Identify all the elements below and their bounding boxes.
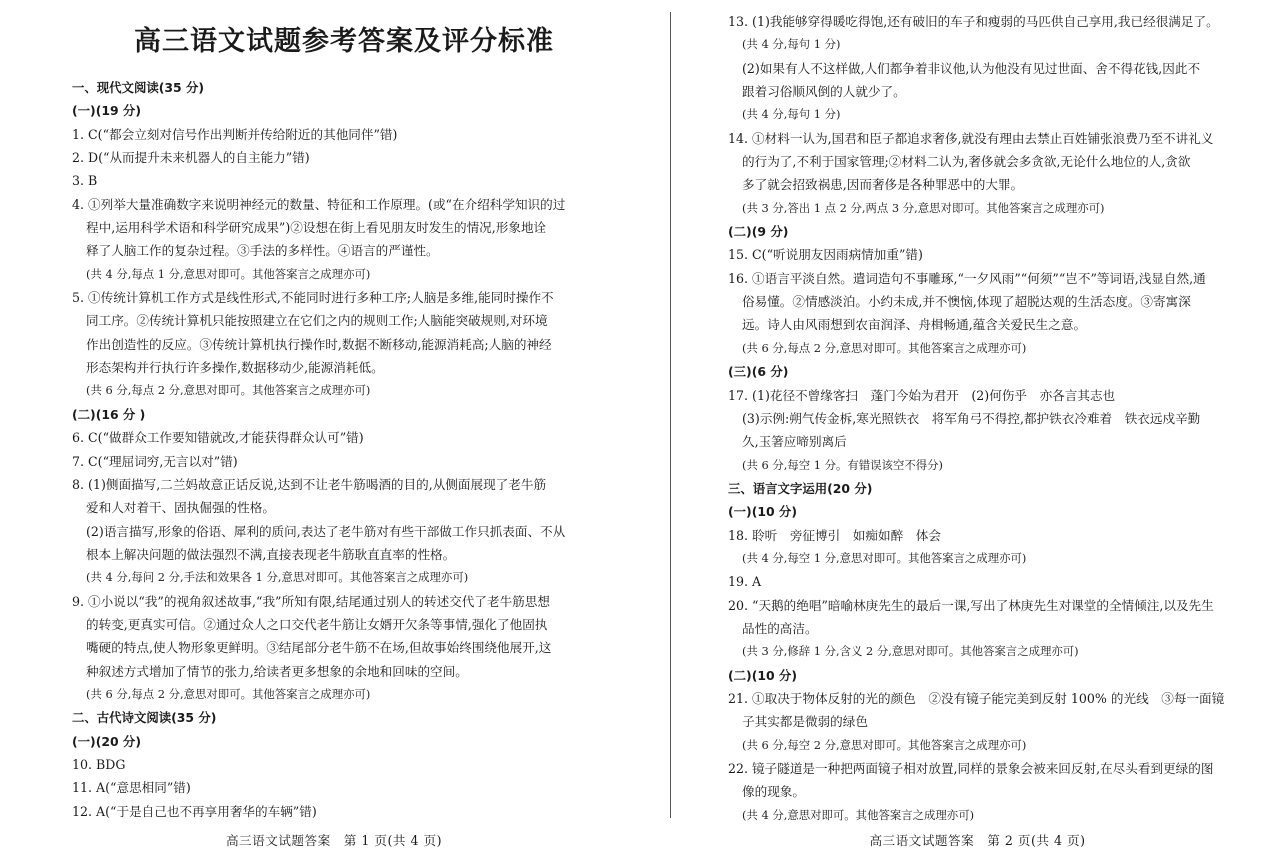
answer-page-2 [672,0,1283,861]
answer-line: 俗易懂。②情感淡泊。小约未成,并不懊恼,体现了超脱达观的生活态度。③寄寓深 [742,294,1191,310]
section-heading: (一)(10 分) [728,504,797,520]
answer-line: 11. A(“意思相同”错) [72,780,191,796]
answer-line: 子其实都是微弱的绿色 [742,714,868,730]
section-heading: (一)(19 分) [72,103,141,119]
answer-line: 3. B [72,173,98,189]
answer-line: 9. ①小说以“我”的视角叙述故事,“我”所知有限,结尾通过别人的转述交代了老牛筋思想 [72,593,550,609]
answer-line: 的行为了,不利于国家管理;②材料二认为,奢侈就会多贪欲,无论什么地位的人,贪欲 [742,154,1191,170]
section-heading: (一)(20 分) [72,733,141,749]
answer-line: 像的现象。 [742,784,805,800]
section-heading: (三)(6 分) [728,364,789,380]
answer-line: 种叙述方式增加了情节的张力,给读者更多想象的余地和回味的空间。 [86,663,468,679]
scoring-note: (共 4 分,每问 2 分,手法和效果各 1 分,意思对即可。其他答案言之成理亦可) [86,570,469,585]
answer-line: 作出创造性的反应。③传统计算机执行操作时,数据不断移动,能源消耗高;人脑的神经 [86,336,552,352]
column-divider [670,12,671,818]
section-heading: (二)(16 分 ) [72,406,146,422]
scoring-note: (共 4 分,每句 1 分) [742,107,841,122]
section-heading: 二、古代诗文阅读(35 分) [72,710,217,726]
scoring-note: (共 3 分,修辞 1 分,含义 2 分,意思对即可。其他答案言之成理亦可) [742,644,1079,659]
answer-line: 爱和人对着干、固执倔强的性格。 [86,500,275,516]
answer-line: 21. ①取决于物体反射的光的颜色 ②没有镜子能完美到反射 100% 的光线 ③每一面镜 [728,690,1225,706]
scoring-note: (共 6 分,每点 2 分,意思对即可。其他答案言之成理亦可) [86,686,371,701]
answer-line: 19. A [728,574,762,590]
answer-line: 5. ①传统计算机工作方式是线性形式,不能同时进行多种工序;人脑是多维,能同时操作不 [72,290,554,306]
scoring-note: (共 3 分,答出 1 点 2 分,两点 3 分,意思对即可。其他答案言之成理亦可) [742,200,1105,215]
scoring-note: (共 6 分,每点 2 分,意思对即可。其他答案言之成理亦可) [86,383,371,398]
answer-line: 程中,运用科学术语和科学研究成果”)②设想在街上看见朋友时发生的情况,形象地诠 [86,220,547,236]
scoring-note: (共 6 分,每空 2 分,意思对即可。其他答案言之成理亦可) [742,737,1027,752]
answer-list-right [728,10,1270,827]
answer-line: 10. BDG [72,756,126,772]
answer-line: 2. D(“从而提升未来机器人的自主能力”错) [72,150,310,166]
answer-line: 跟着习俗顺风倒的人就少了。 [742,84,906,100]
answer-line: (2)语言描写,形象的俗语、犀利的质问,表达了老牛筋对有些干部做工作只抓表面、不从 [86,523,566,539]
answer-line: 16. ①语言平淡自然。遣词造句不事雕琢,“一夕风雨”“何须”“岂不”等词语,浅显自然,通 [728,270,1206,286]
answer-line: 13. (1)我能够穿得暖吃得饱,还有破旧的车子和瘦弱的马匹供自己享用,我已经很满足了。 [728,14,1219,29]
answer-line: 多了就会招致祸患,因而奢侈是各种罪恶中的大罪。 [742,177,1024,193]
answer-line: 20. “天鹅的绝唱”暗喻林庚先生的最后一课,写出了林庚先生对课堂的全情倾注,以及先生 [728,597,1214,613]
answer-line: (3)示例:朔气传金柝,寒光照铁衣 将军角弓不得控,都护铁衣冷难着 铁衣远戍辛勤 [742,410,1201,426]
answer-line: 18. 聆听 旁征博引 如痴如醉 体会 [728,527,941,543]
answer-line: 远。诗人由风雨想到农亩润泽、舟楫畅通,蕴含关爱民生之意。 [742,317,1087,333]
answer-line: 7. C(“理屈词穷,无言以对”错) [72,453,238,469]
answer-line: 14. ①材料一认为,国君和臣子都追求奢侈,就没有理由去禁止百姓铺张浪费乃至不讲礼义 [728,130,1214,146]
answer-line: 久,玉箸应啼别离后 [742,434,847,450]
answer-line: 1. C(“都会立刻对信号作出判断并传给附近的其他同伴”错) [72,126,398,142]
answer-line: 的转变,更真实可信。②通过众人之口交代老牛筋让女婿开欠条等事情,强化了他固执 [86,616,548,632]
answer-line: 嘴硬的特点,使人物形象更鲜明。③结尾部分老牛筋不在场,但故事始终围绕他展开,这 [86,640,552,656]
answer-line: 品性的高洁。 [742,620,818,636]
document-title: 高三语文试题参考答案及评分标准 [134,26,554,57]
section-heading: (二)(10 分) [728,667,797,683]
answer-line: 释了人脑工作的复杂过程。③手法的多样性。④语言的严谨性。 [86,243,439,259]
page-footer-2: 高三语文试题答案 第 2 页(共 4 页) [869,833,1086,848]
answer-line: 同工序。②传统计算机只能按照建立在它们之内的规则工作;人脑能突破规则,对环境 [86,313,548,329]
section-heading: 一、现代文阅读(35 分) [72,80,205,95]
scoring-note: (共 4 分,意思对即可。其他答案言之成理亦可) [742,807,975,822]
answer-line: 形态架构并行执行许多操作,数据移动少,能源消耗低。 [86,360,384,376]
answer-line: 12. A(“于是自己也不再享用奢华的车辆”错) [72,803,317,819]
section-heading: 三、语言文字运用(20 分) [728,480,873,496]
scoring-note: (共 6 分,每点 2 分,意思对即可。其他答案言之成理亦可) [742,340,1027,355]
answer-line: 22. 镜子隧道是一种把两面镜子相对放置,同样的景象会被来回反射,在尽头看到更绿的图 [728,761,1214,776]
answer-line: 8. (1)侧面描写,二兰妈故意正话反说,达到不让老牛筋喝酒的目的,从侧面展现了老牛筋 [72,476,547,492]
scoring-note: (共 6 分,每空 1 分。有错误该空不得分) [742,457,943,472]
scoring-note: (共 4 分,每点 1 分,意思对即可。其他答案言之成理亦可) [86,266,371,281]
answer-line: 4. ①列举大量准确数字来说明神经元的数量、特征和工作原理。(或“在介绍科学知识的过 [72,196,566,212]
scoring-note: (共 4 分,每句 1 分) [742,37,841,52]
answer-line: (2)如果有人不这样做,人们都争着非议他,认为他没有见过世面、舍不得花钱,因此不 [742,60,1201,76]
answer-line: 根本上解决问题的做法强烈不满,直接表现老牛筋耿直直率的性格。 [86,546,456,562]
section-heading: (二)(9 分) [728,224,789,240]
answer-line: 6. C(“做群众工作要知错就改,才能获得群众认可”错) [72,430,364,446]
scoring-note: (共 4 分,每空 1 分,意思对即可。其他答案言之成理亦可) [742,550,1027,565]
page-footer-1: 高三语文试题答案 第 1 页(共 4 页) [225,833,443,848]
answer-line: 17. (1)花径不曾缘客扫 蓬门今始为君开 (2)何伤乎 亦各言其志也 [728,387,1116,403]
answer-list-left [72,76,616,823]
answer-line: 15. C(“听说朋友因雨病情加重”错) [728,247,923,263]
